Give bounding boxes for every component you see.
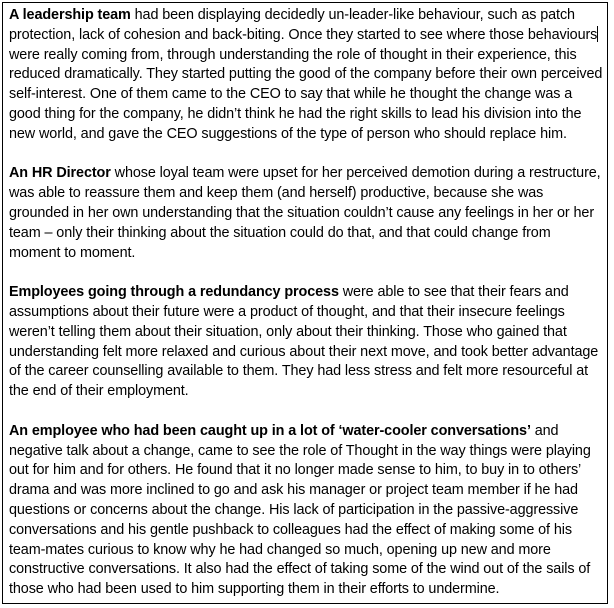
paragraph-body-continued: were really coming from, through understanding the role of thought in their experience, this reduced dramatically. They started putting the good of the company before their own perceived self-interest. One of them came to the CEO to say that while he thought the change was a good thing for the company, he didn’t think he had the right skills to lead his division into the new world, and gave the CEO suggestions of the type of person who should replace him. <box>9 46 603 142</box>
text-box <box>2 2 608 604</box>
paragraph-hr-director <box>9 164 603 263</box>
paragraph-body: and negative talk about a change, came to see the role of Thought in the way things were playing out for him and for others. He found that it no longer made sense to him, to buy in to others’ drama and was more inclined to go and ask his manager or project team member if he had questions or concerns about the change. His lack of participation in the passive-aggressive conversations and his gentle pushback to colleagues had the effect of making some of his team-mates curious to know why he had changed so much, opening up new and more constructive conversations. It also had the effect of taking some of the wind out of the sails of those who had been used to him supporting them in their efforts to undermine. <box>9 422 591 598</box>
paragraph-lead: An employee who had been caught up in a lot of ‘water-cooler conversations’ <box>9 422 531 439</box>
text-cursor <box>597 26 598 42</box>
paragraph-body: had been displaying decidedly un-leader-like behaviour, such as patch protection, lack of cohesion and back-biting. Once they started to see where those behaviours <box>9 7 598 43</box>
paragraph-leadership-team <box>9 6 603 145</box>
paragraph-lead: Employees going through a redundancy process <box>9 284 339 301</box>
paragraph-redundancy-employees <box>9 283 603 402</box>
paragraph-body: whose loyal team were upset for her perceived demotion during a restructure, was able to reassure them and keep them (and herself) productive, because she was grounded in her own understanding that the situation couldn’t cause any feelings in her or her team – only their thinking about the situation could do that, and that could change from moment to moment. <box>9 165 601 261</box>
paragraph-lead: A leadership team <box>9 7 131 23</box>
paragraph-body: were able to see that their fears and assumptions about their future were a product of thought, and that their insecure feelings weren’t telling them about their situation, only about their thinking. Those who gained that understanding felt more relaxed and curious about their next move, and took better advantage of the career counselling available to them. They had less stress and felt more resourceful at the end of their employment. <box>9 284 599 400</box>
paragraph-water-cooler-employee <box>9 422 603 600</box>
paragraph-lead: An HR Director <box>9 165 111 182</box>
